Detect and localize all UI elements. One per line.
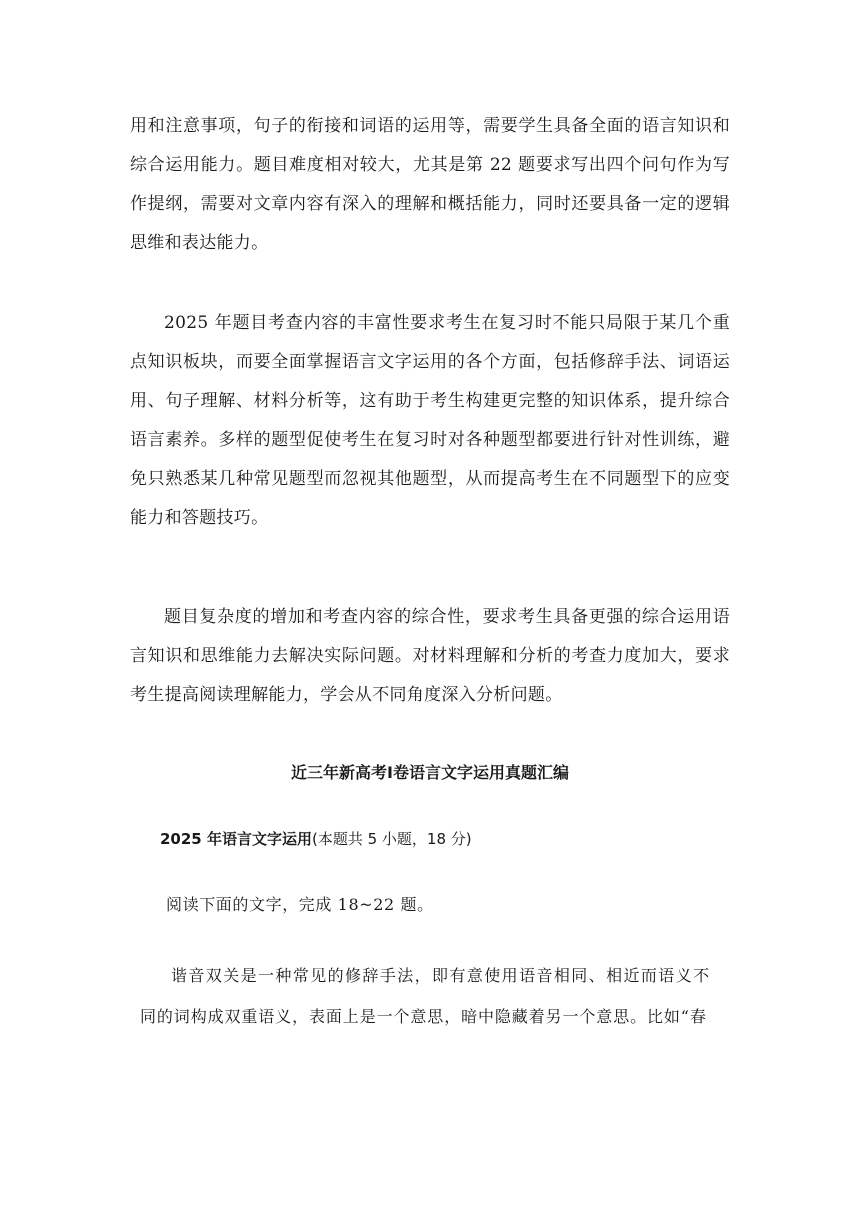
subheading-score-note: (本题共 5 小题，18 分): [311, 830, 472, 848]
section-subheading: [160, 824, 472, 854]
subheading-year-title: 2025 年语言文字运用: [160, 830, 312, 848]
paragraph-analysis-1: 用和注意事项，句子的衔接和词语的运用等，需要学生具备全面的语言知识和综合运用能力。题目难度相对较大，尤其是第 22 题要求写出四个问句作为写作提纲，需要对文章内容有深入的理解和概括能力，同时还要具备一定的逻辑思维和表达能力。: [130, 116, 730, 253]
paragraph-analysis-2: 2025 年题目考查内容的丰富性要求考生在复习时不能只局限于某几个重点知识板块，而要全面掌握语言文字运用的各个方面，包括修辞手法、词语运用、句子理解、材料分析等，这有助于考生构建更完整的知识体系，提升综合语言素养。多样的题型促使考生在复习时对各种题型都要进行针对性训练，避免只熟悉某几种常见题型而忽视其他题型，从而提高考生在不同题型下的应变能力和答题技巧。: [130, 313, 730, 528]
section-heading: 近三年新高考Ⅰ卷语言文字运用真题汇编: [291, 763, 569, 782]
reading-passage: 谐音双关是一种常见的修辞手法，即有意使用语音相同、相近而语义不同的词构成双重语义，表面上是一个意思，暗中隐藏着另一个意思。比如“春: [140, 966, 710, 1026]
paragraph-analysis-3: 题目复杂度的增加和考查内容的综合性，要求考生具备更强的综合运用语言知识和思维能力去解决实际问题。对材料理解和分析的考查力度加大，要求考生提高阅读理解能力，学会从不同角度深入分析问题。: [130, 607, 730, 705]
question-instruction: 阅读下面的文字，完成 18~22 题。: [166, 895, 434, 914]
